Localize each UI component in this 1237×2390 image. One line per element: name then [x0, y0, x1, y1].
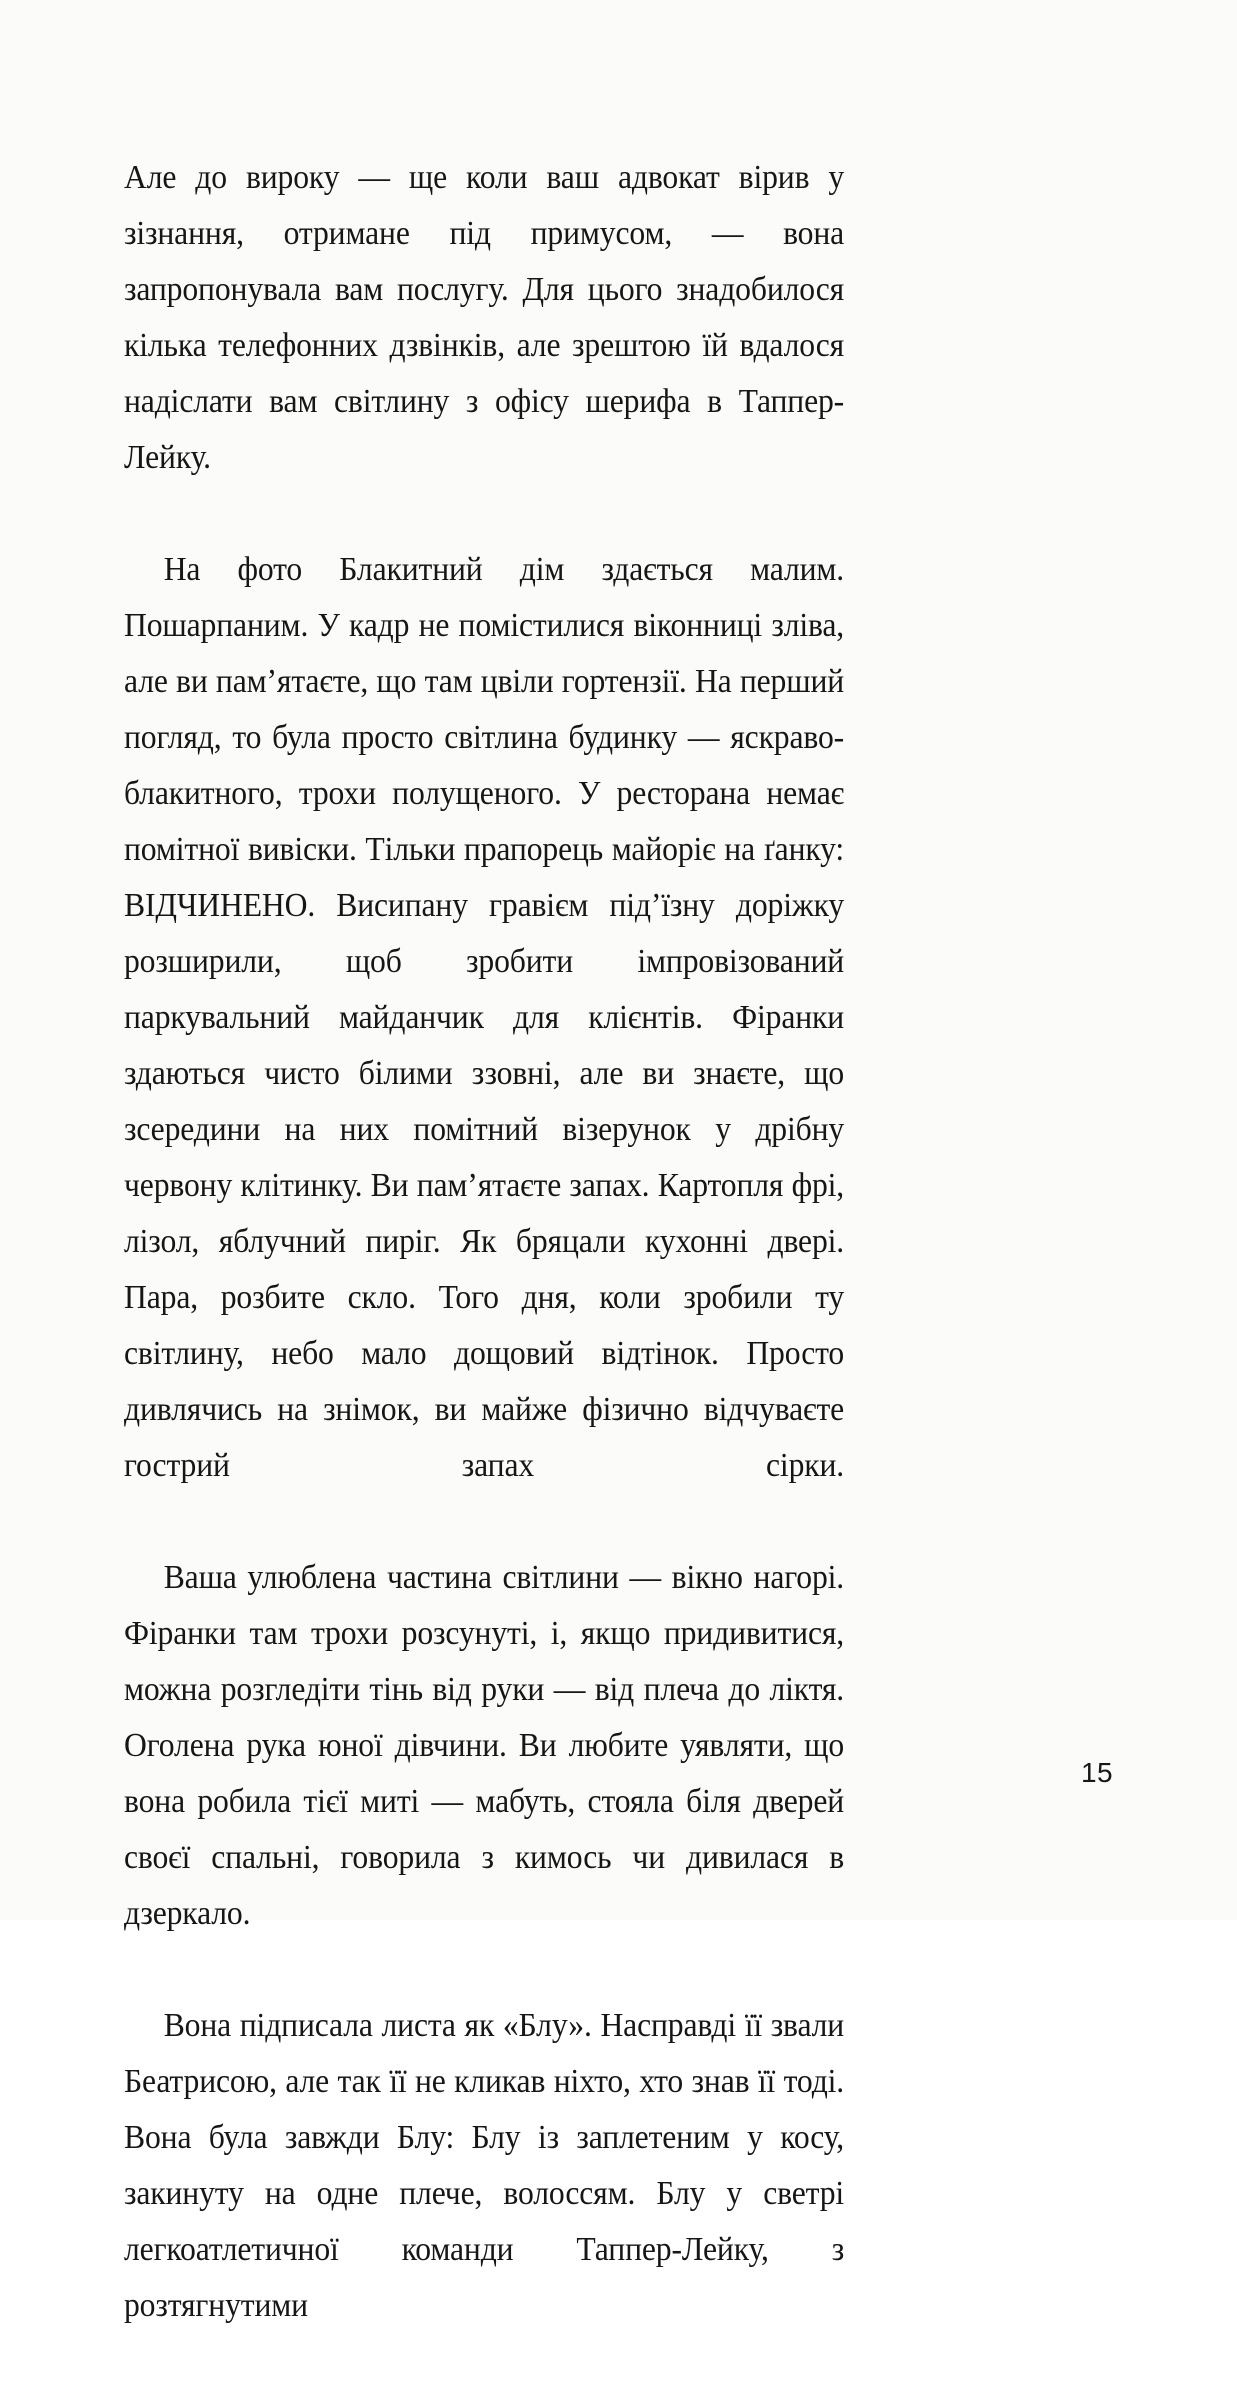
paragraph: Ваша улюблена частина світлини — вікно нагорі. Фіранки там трохи розсунуті, і, якщо придивитися, можна розгледіти тінь від руки — від плеча до ліктя. Оголена рука юної дівчини. Ви любите уявляти, що вона робила тієї миті — мабуть, стояла біля дверей своєї спальні, говорила з кимось чи дивилася в дзеркало. [124, 1559, 845, 1932]
paragraph: Вона підписала листа як «Блу». Насправді її звали Беатрисою, але так її не кликав ніхто, хто знав її тоді. Вона була завжди Блу: Блу із заплетеним у косу, закинуту на одне плече, волоссям. Блу у светрі легкоатлетичної команди Таппер-Лейку, з розтягнутими [124, 2007, 845, 2324]
paragraph: Але до вироку — ще коли ваш адвокат вірив у зізнання, отримане під примусом, — вона запропонувала вам послугу. Для цього знадобилося кілька телефонних дзвінків, але зрештою їй вдалося надіслати вам світлину з офісу шерифа в Таппер-Лейку. [124, 159, 845, 476]
paragraph: На фото Блакитний дім здається малим. Пошарпаним. У кадр не помістилися віконниці зліва, але ви пам’ятаєте, що там цвіли гортензії. На перший погляд, то була просто світлина будинку — яскраво-блакитного, трохи полущеного. У ресторана немає помітної вивіски. Тільки прапорець майоріє на ґанку: ВІДЧИНЕНО. Висипану гравієм під’їзну доріжку розширили, щоб зробити імпровізований паркувальний майданчик для клієнтів. Фіранки здаються чисто білими ззовні, але ви знаєте, що зсередини на них помітний візерунок у дрібну червону клітинку. Ви пам’ятаєте запах. Картопля фрі, лізол, яблучний пиріг. Як бряцали кухонні двері. Пара, розбите скло. Того дня, коли зробили ту світлину, небо мало дощовий відтінок. Просто дивлячись на знімок, ви майже фізично відчуваєте гострий запах сірки. [124, 551, 845, 1484]
page-number: 15 [1081, 1757, 1113, 1788]
page-text-block [124, 150, 886, 2390]
